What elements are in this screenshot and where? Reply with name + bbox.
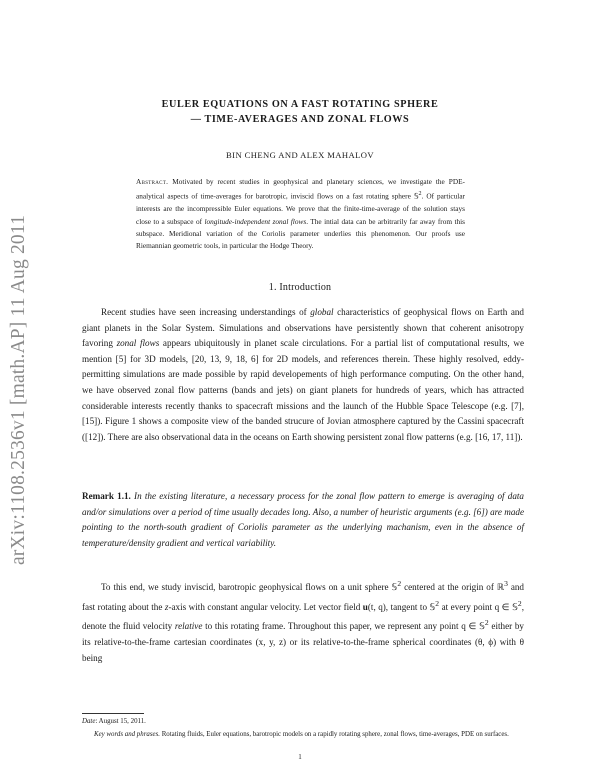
abstract-text-3: . The intial data can be arbitrarily far away from this subspace. Meridional variation of the Coriolis parameter underlies this phenomenon. Our proofs use Riemannian geometric tools, in particular the Hodge Theory. — [136, 216, 466, 251]
footnote-keywords-text: Rotating fluids, Euler equations, barotropic models on a rapidly rotating sphere, zonal flows, time-averages, PDE on surfaces. — [159, 731, 509, 738]
paper-title-line-2: — TIME-AVERAGES AND ZONAL FLOWS — [190, 114, 410, 125]
setup-text-i: either by its relative-to-the-frame cartesian coordinates (x, y, z) or its relative-to-the-frame spherical coordinates (θ, ϕ) with θ being — [82, 621, 524, 663]
setup-text-g: , denote the fluid velocity — [82, 601, 524, 632]
abstract-emphasis: longitude-independent zonal flows — [204, 216, 307, 226]
footnote-date — [82, 716, 524, 727]
intro-paragraph — [82, 305, 524, 445]
page-number: 1 — [298, 753, 302, 761]
setup-text-e: (t, q), tangent to 𝕊 — [367, 601, 436, 612]
setup-sup-h: 2 — [484, 618, 489, 628]
paper-title-line-1: EULER EQUATIONS ON A FAST ROTATING SPHERE — [161, 99, 439, 110]
setup-sup-b: 3 — [504, 579, 508, 588]
setup-emphasis-relative: relative — [174, 621, 203, 632]
remark-label: Remark 1.1. — [82, 491, 131, 501]
footnote-keywords — [82, 729, 524, 740]
intro-emphasis-zonal: zonal flows — [116, 338, 160, 349]
remark-text: In the existing literature, a necessary process for the zonal flow pattern to emerge is averaging of data and/or simulations over a period of time usually decades long. Also, a number of heuristic arguments (e.g. [6]) are made pointing to the north-south gradient of Coriolis parameter as the underlying machanism, even in the absence of temperature/density gradient and vertical variability. — [82, 491, 524, 548]
abstract-block — [136, 176, 465, 253]
setup-text-c: and fast rotating about the — [82, 582, 524, 612]
setup-sup-e: 2 — [435, 598, 440, 608]
footnote-date-value: : August 15, 2011. — [95, 718, 146, 725]
arxiv-identifier-stamp — [8, 195, 30, 585]
intro-text-c: appears ubiquitously in planet scale circulations. For a partial list of computational results, we mention [5] for 3D models, [20, 13, 9, 18, 6] for 2D models, and references therein. These highly resolved, eddy-permitting simulations are made possible by rapid developements of high performance computing. On the other hand, we have observed zonal flow patterns (bands and jets) on giant planets for hundreds of years, which has attracted considerable interests recently thanks to spacecraft missions and the launch of the Hubble Space Telescope (e.g. [7], [15]). Figure 1 shows a composite view of the banded strucure of Jovian atmosphere captured by the Cassini spacecraft ([12]). There are also observational data in the oceans on Earth showing persistent zonal flow patterns (e.g. [16, 17, 11]). — [82, 338, 525, 442]
setup-text-a: To this end, we study inviscid, barotropic geophysical flows on a unit sphere 𝕊 — [101, 582, 398, 593]
setup-text-f: at every point q ∈ 𝕊 — [439, 601, 518, 612]
footnote-keywords-label: Key words and phrases. — [94, 731, 160, 738]
setup-text-b: centered at the origin of ℝ — [401, 582, 505, 593]
setup-bold-u: u — [362, 601, 368, 612]
setup-text-d: -axis with constant angular velocity. Let vector field — [168, 601, 363, 612]
intro-text-b: characteristics of geophysical flows on Earth and giant planets in the Solar System. Simulations and observations have persistently shown that coherent anisotropy favoring — [82, 307, 524, 349]
section-heading-introduction: 1. Introduction — [268, 282, 332, 293]
setup-emphasis-z: z — [164, 601, 169, 612]
paper-authors: BIN CHENG AND ALEX MAHALOV — [226, 150, 374, 160]
setup-sup-f: 2 — [517, 598, 522, 608]
arxiv-identifier-text: arXiv:1108.2536v1 [math.AP] 11 Aug 2011 — [8, 214, 29, 566]
abstract-text-1: Motivated by recent studies in geophysical and planetary sciences, we investigate the PDE-analytical aspects of time-averages for barotropic, inviscid flows on a fast rotating sphere 𝕊 — [136, 177, 465, 201]
remark-paragraph — [82, 489, 524, 551]
intro-emphasis-global: global — [310, 307, 334, 317]
setup-text-h: to this rotating frame. Throughout this paper, we represent any point q ∈ 𝕊 — [202, 621, 485, 632]
setup-sup-a: 2 — [397, 579, 402, 588]
intro-text-a: Recent studies have seen increasing understandings of — [101, 307, 311, 317]
footnote-rule — [82, 713, 144, 714]
abstract-superscript: 2 — [418, 191, 422, 198]
abstract-text-2: . Of particular interests are the incompressible Euler equations. We prove that the finite-time-average of the solution stays close to a subspace of — [136, 191, 465, 226]
footnote-date-label: Date — [82, 718, 96, 725]
abstract-label: Abstract. — [136, 177, 169, 186]
setup-paragraph — [82, 576, 524, 666]
